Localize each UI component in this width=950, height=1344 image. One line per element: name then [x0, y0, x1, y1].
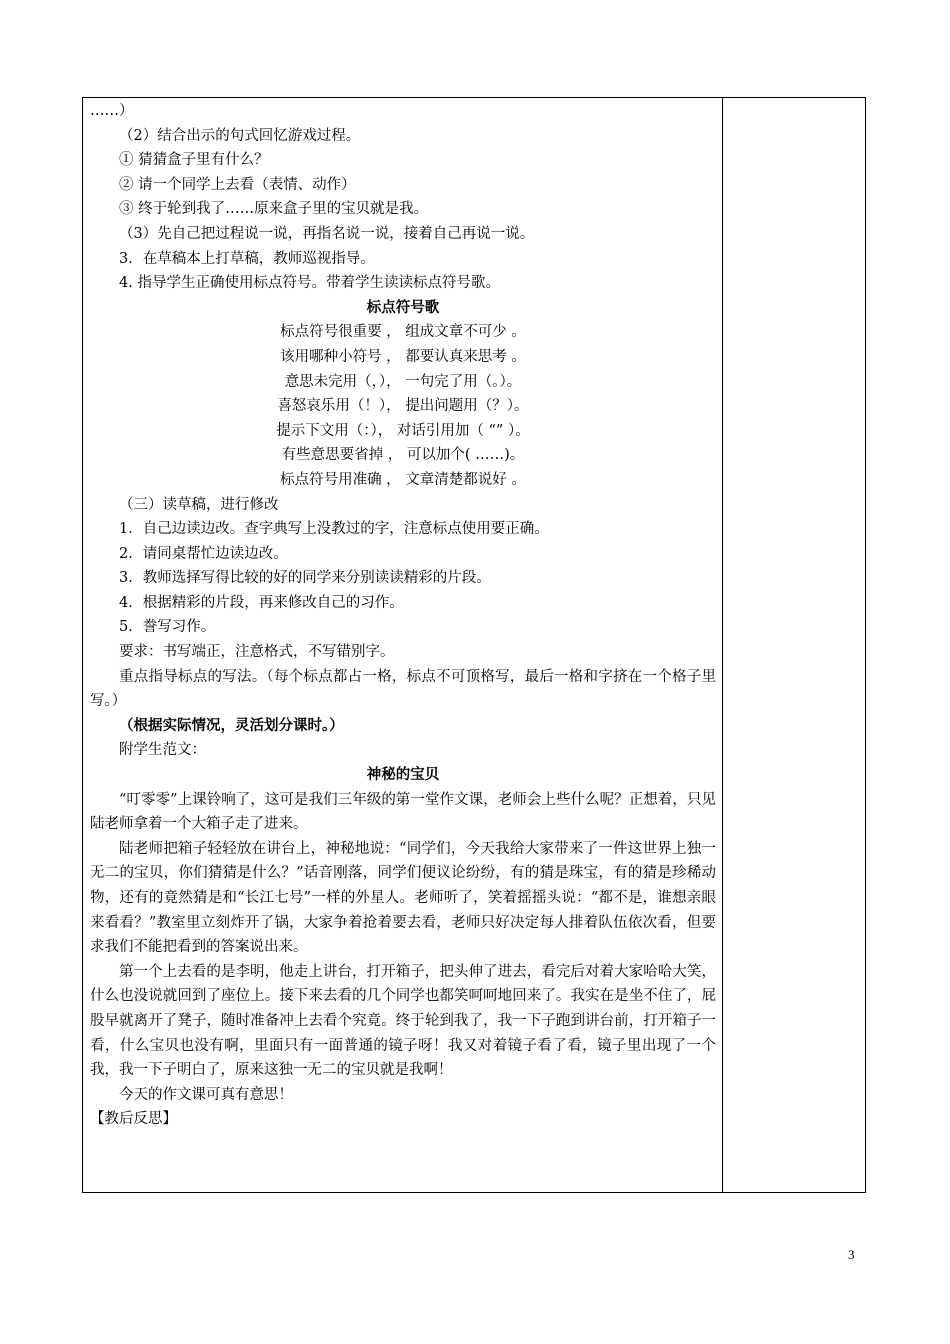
text-line: 4. 指导学生正确使用标点符号。带着学生读读标点符号歌。 [119, 275, 500, 292]
revise-item: 5．誊写习作。 [119, 619, 216, 636]
revise-item: 2．请同桌帮忙边读边改。 [119, 545, 288, 562]
text-line: 3．在草稿本上打草稿，教师巡视指导。 [119, 250, 375, 267]
song-line: 标点符号很重要 ， 组成文章不可少 。 [280, 324, 526, 341]
section-heading: （三）读草稿，进行修改 [119, 496, 279, 513]
text-line: ……） [90, 103, 134, 119]
text-line: （3）先自己把过程说一说，再指名说一说，接着自己再说一说。 [119, 225, 535, 242]
focus-text: 重点指导标点的写法。（每个标点都占一格，标点不可顶格写，最后一格和字挤在一个格子里写。） [90, 668, 716, 710]
song-line: 标点符号用准确 ， 文章清楚都说好 。 [280, 471, 526, 488]
song-line: 喜怒哀乐用（！）， 提出问题用（？）。 [277, 398, 529, 415]
essay-paragraph: “叮零零”上课铃响了，这可是我们三年级的第一堂作文课，老师会上些什么呢？正想着，只见陆老师拿着一个大箱子走了进来。 [90, 791, 716, 833]
text-line: （2）结合出示的句式回忆游戏过程。 [119, 127, 361, 144]
reflection-heading: 【教后反思】 [90, 1111, 177, 1128]
song-title: 标点符号歌 [366, 298, 440, 316]
lesson-content [90, 99, 716, 1132]
page-number: 3 [848, 1247, 855, 1262]
table-column-divider [722, 97, 723, 1193]
text-line: ① 猜猜盒子里有什么？ [119, 152, 269, 169]
song-line: 提示下文用（：）， 对话引用加（ “” ）。 [276, 422, 530, 439]
song-line: 该用哪种小符号 ， 都要认真来思考 。 [280, 348, 526, 365]
text-line: ③ 终于轮到我了……原来盒子里的宝贝就是我。 [119, 201, 429, 218]
revise-item: 3．教师选择写得比较的好的同学来分别读读精彩的片段。 [119, 570, 491, 587]
essay-title: 神秘的宝贝 [366, 766, 440, 784]
requirement-text: 要求：书写端正，注意格式，不写错别字。 [119, 644, 395, 661]
revise-item: 4．根据精彩的片段，再来修改自己的习作。 [119, 594, 404, 611]
sample-label: 附学生范文： [119, 742, 206, 759]
revise-item: 1．自己边读边改。查字典写上没教过的字，注意标点使用要正确。 [119, 521, 549, 538]
essay-paragraph: 今天的作文课可真有意思！ [119, 1086, 293, 1103]
song-line: 有些意思要省掉 ， 可以加个( ……)。 [281, 447, 525, 464]
essay-paragraph: 第一个上去看的是李明，他走上讲台，打开箱子，把头伸了进去，看完后对着大家哈哈大笑，什么也没说就回到了座位上。接下来去看的几个同学也都笑呵呵地回来了。我实在是坐不住了，屁股早就离开了凳子，随时准备冲上去看个究竟。终于轮到我了，我一下子跑到讲台前，打开箱子一看，什么宝贝也没有啊，里面只有一面普通的镜子呀！我又对着镜子看了看，镜子里出现了一个我，我一下子明白了，原来这独一无二的宝贝就是我啊！ [90, 963, 716, 1079]
schedule-note: （根据实际情况，灵活划分课时。） [119, 716, 344, 734]
essay-paragraph: 陆老师把箱子轻轻放在讲台上，神秘地说：“同学们，今天我给大家带来了一件这世界上独一无二的宝贝，你们猜猜是什么？”话音刚落，同学们便议论纷纷，有的猜是珠宝，有的猜是珍稀动物，还有的竟然猜是和“长江七号”一样的外星人。老师听了，笑着摇摇头说：“都不是，谁想亲眼来看看？”教室里立刻炸开了锅，大家争着抢着要去看，老师只好决定每人排着队伍依次看，但要求我们不能把看到的答案说出来。 [90, 840, 716, 956]
text-line: ② 请一个同学上去看（表情、动作） [119, 176, 356, 193]
song-line: 意思未完用（，）， 一句完了用（。）。 [284, 373, 522, 390]
